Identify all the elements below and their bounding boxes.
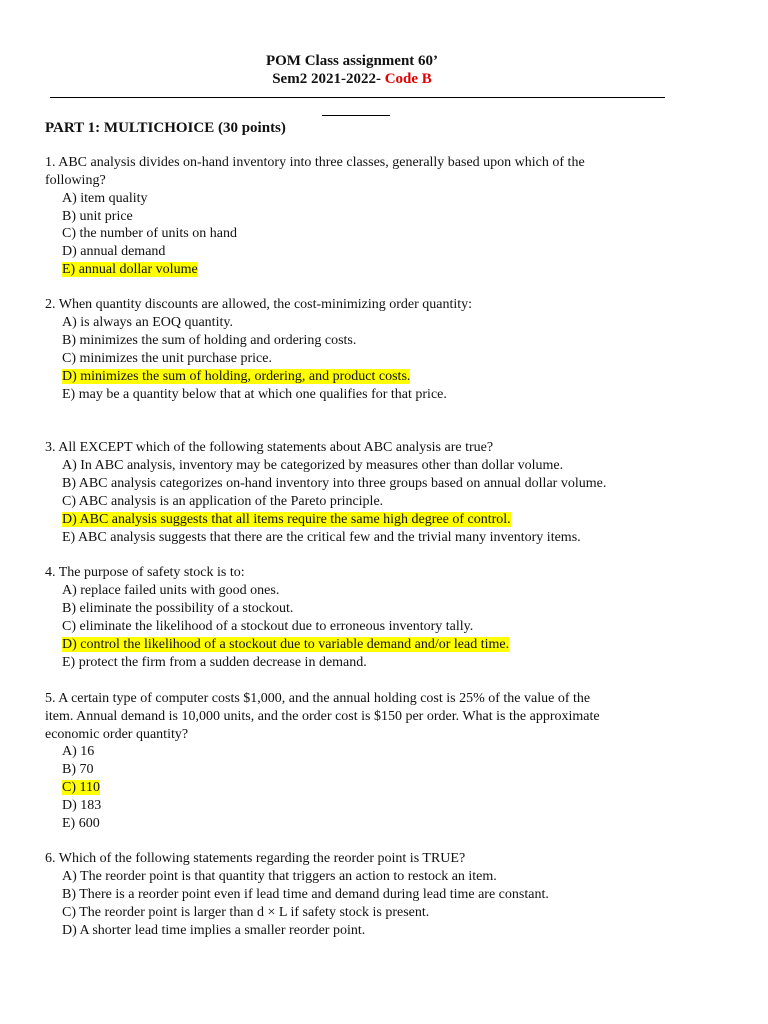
exam-code: Code B — [380, 71, 432, 87]
part-heading: PART 1: MULTICHOICE (30 points) — [45, 120, 286, 136]
question-6-stem: 6. Which of the following statements regarding the reorder point is TRUE? — [45, 851, 466, 866]
question-3-option-b: B) ABC analysis categorizes on-hand inventory into three groups based on annual dollar volume. — [62, 476, 607, 491]
question-1-stem-line-2: following? — [45, 173, 106, 188]
question-2-option-a: A) is always an EOQ quantity. — [62, 315, 233, 330]
question-3-option-e: E) ABC analysis suggests that there are the critical few and the trivial many inventory items. — [62, 530, 581, 545]
question-4-option-b: B) eliminate the possibility of a stockout. — [62, 601, 294, 616]
question-5-option-d: D) 183 — [62, 798, 102, 813]
question-5-option-e: E) 600 — [62, 816, 100, 831]
question-2-option-d-highlighted: D) minimizes the sum of holding, ordering, and product costs. — [62, 369, 411, 384]
question-2-option-b: B) minimizes the sum of holding and ordering costs. — [62, 333, 357, 348]
question-1-option-c: C) the number of units on hand — [62, 226, 237, 241]
question-5-option-c-highlighted: C) 110 — [62, 780, 100, 795]
question-4-option-c: C) eliminate the likelihood of a stockout due to erroneous inventory tally. — [62, 619, 474, 634]
header-divider — [50, 97, 665, 98]
document-title: POM Class assignment 60’ — [265, 53, 439, 69]
question-5-stem-line-3: economic order quantity? — [45, 727, 189, 742]
question-3-option-a: A) In ABC analysis, inventory may be categorized by measures other than dollar volume. — [62, 458, 564, 473]
question-6-option-d: D) A shorter lead time implies a smaller reorder point. — [62, 923, 366, 938]
document-subtitle — [0, 70, 704, 88]
question-3-option-c: C) ABC analysis is an application of the Pareto principle. — [62, 494, 384, 509]
question-4-stem: 4. The purpose of safety stock is to: — [45, 565, 245, 580]
question-6-option-b: B) There is a reorder point even if lead time and demand during lead time are constant. — [62, 887, 549, 902]
question-5-option-a: A) 16 — [62, 744, 95, 759]
question-5-stem-line-2: item. Annual demand is 10,000 units, and the order cost is $150 per order. What is the approximate — [45, 709, 600, 724]
question-1-option-e-highlighted: E) annual dollar volume — [62, 262, 198, 277]
question-5-stem-line-1: 5. A certain type of computer costs $1,000, and the annual holding cost is 25% of the value of the — [45, 691, 591, 706]
question-1-option-d: D) annual demand — [62, 244, 166, 259]
question-6-option-c: C) The reorder point is larger than d × L if safety stock is present. — [62, 905, 430, 920]
question-2-option-c: C) minimizes the unit purchase price. — [62, 351, 272, 366]
question-6-option-a: A) The reorder point is that quantity that triggers an action to restock an item. — [62, 869, 497, 884]
question-3-option-d-highlighted: D) ABC analysis suggests that all items require the same high degree of control. — [62, 512, 511, 527]
question-1-option-b: B) unit price — [62, 209, 133, 224]
question-2-option-e: E) may be a quantity below that at which one qualifies for that price. — [62, 387, 447, 402]
question-3-stem: 3. All EXCEPT which of the following statements about ABC analysis are true? — [45, 440, 494, 455]
question-4-option-e: E) protect the firm from a sudden decrease in demand. — [62, 655, 367, 670]
question-4-option-a: A) replace failed units with good ones. — [62, 583, 280, 598]
question-4-option-d-highlighted: D) control the likelihood of a stockout due to variable demand and/or lead time. — [62, 637, 510, 652]
question-1-stem-line-1: 1. ABC analysis divides on-hand inventory into three classes, generally based upon which of the — [45, 155, 585, 170]
semester-label: Sem2 2021-2022- — [272, 71, 381, 87]
short-divider — [322, 115, 390, 116]
question-5-option-b: B) 70 — [62, 762, 94, 777]
question-2-stem: 2. When quantity discounts are allowed, the cost-minimizing order quantity: — [45, 297, 473, 312]
question-1-option-a: A) item quality — [62, 191, 148, 206]
